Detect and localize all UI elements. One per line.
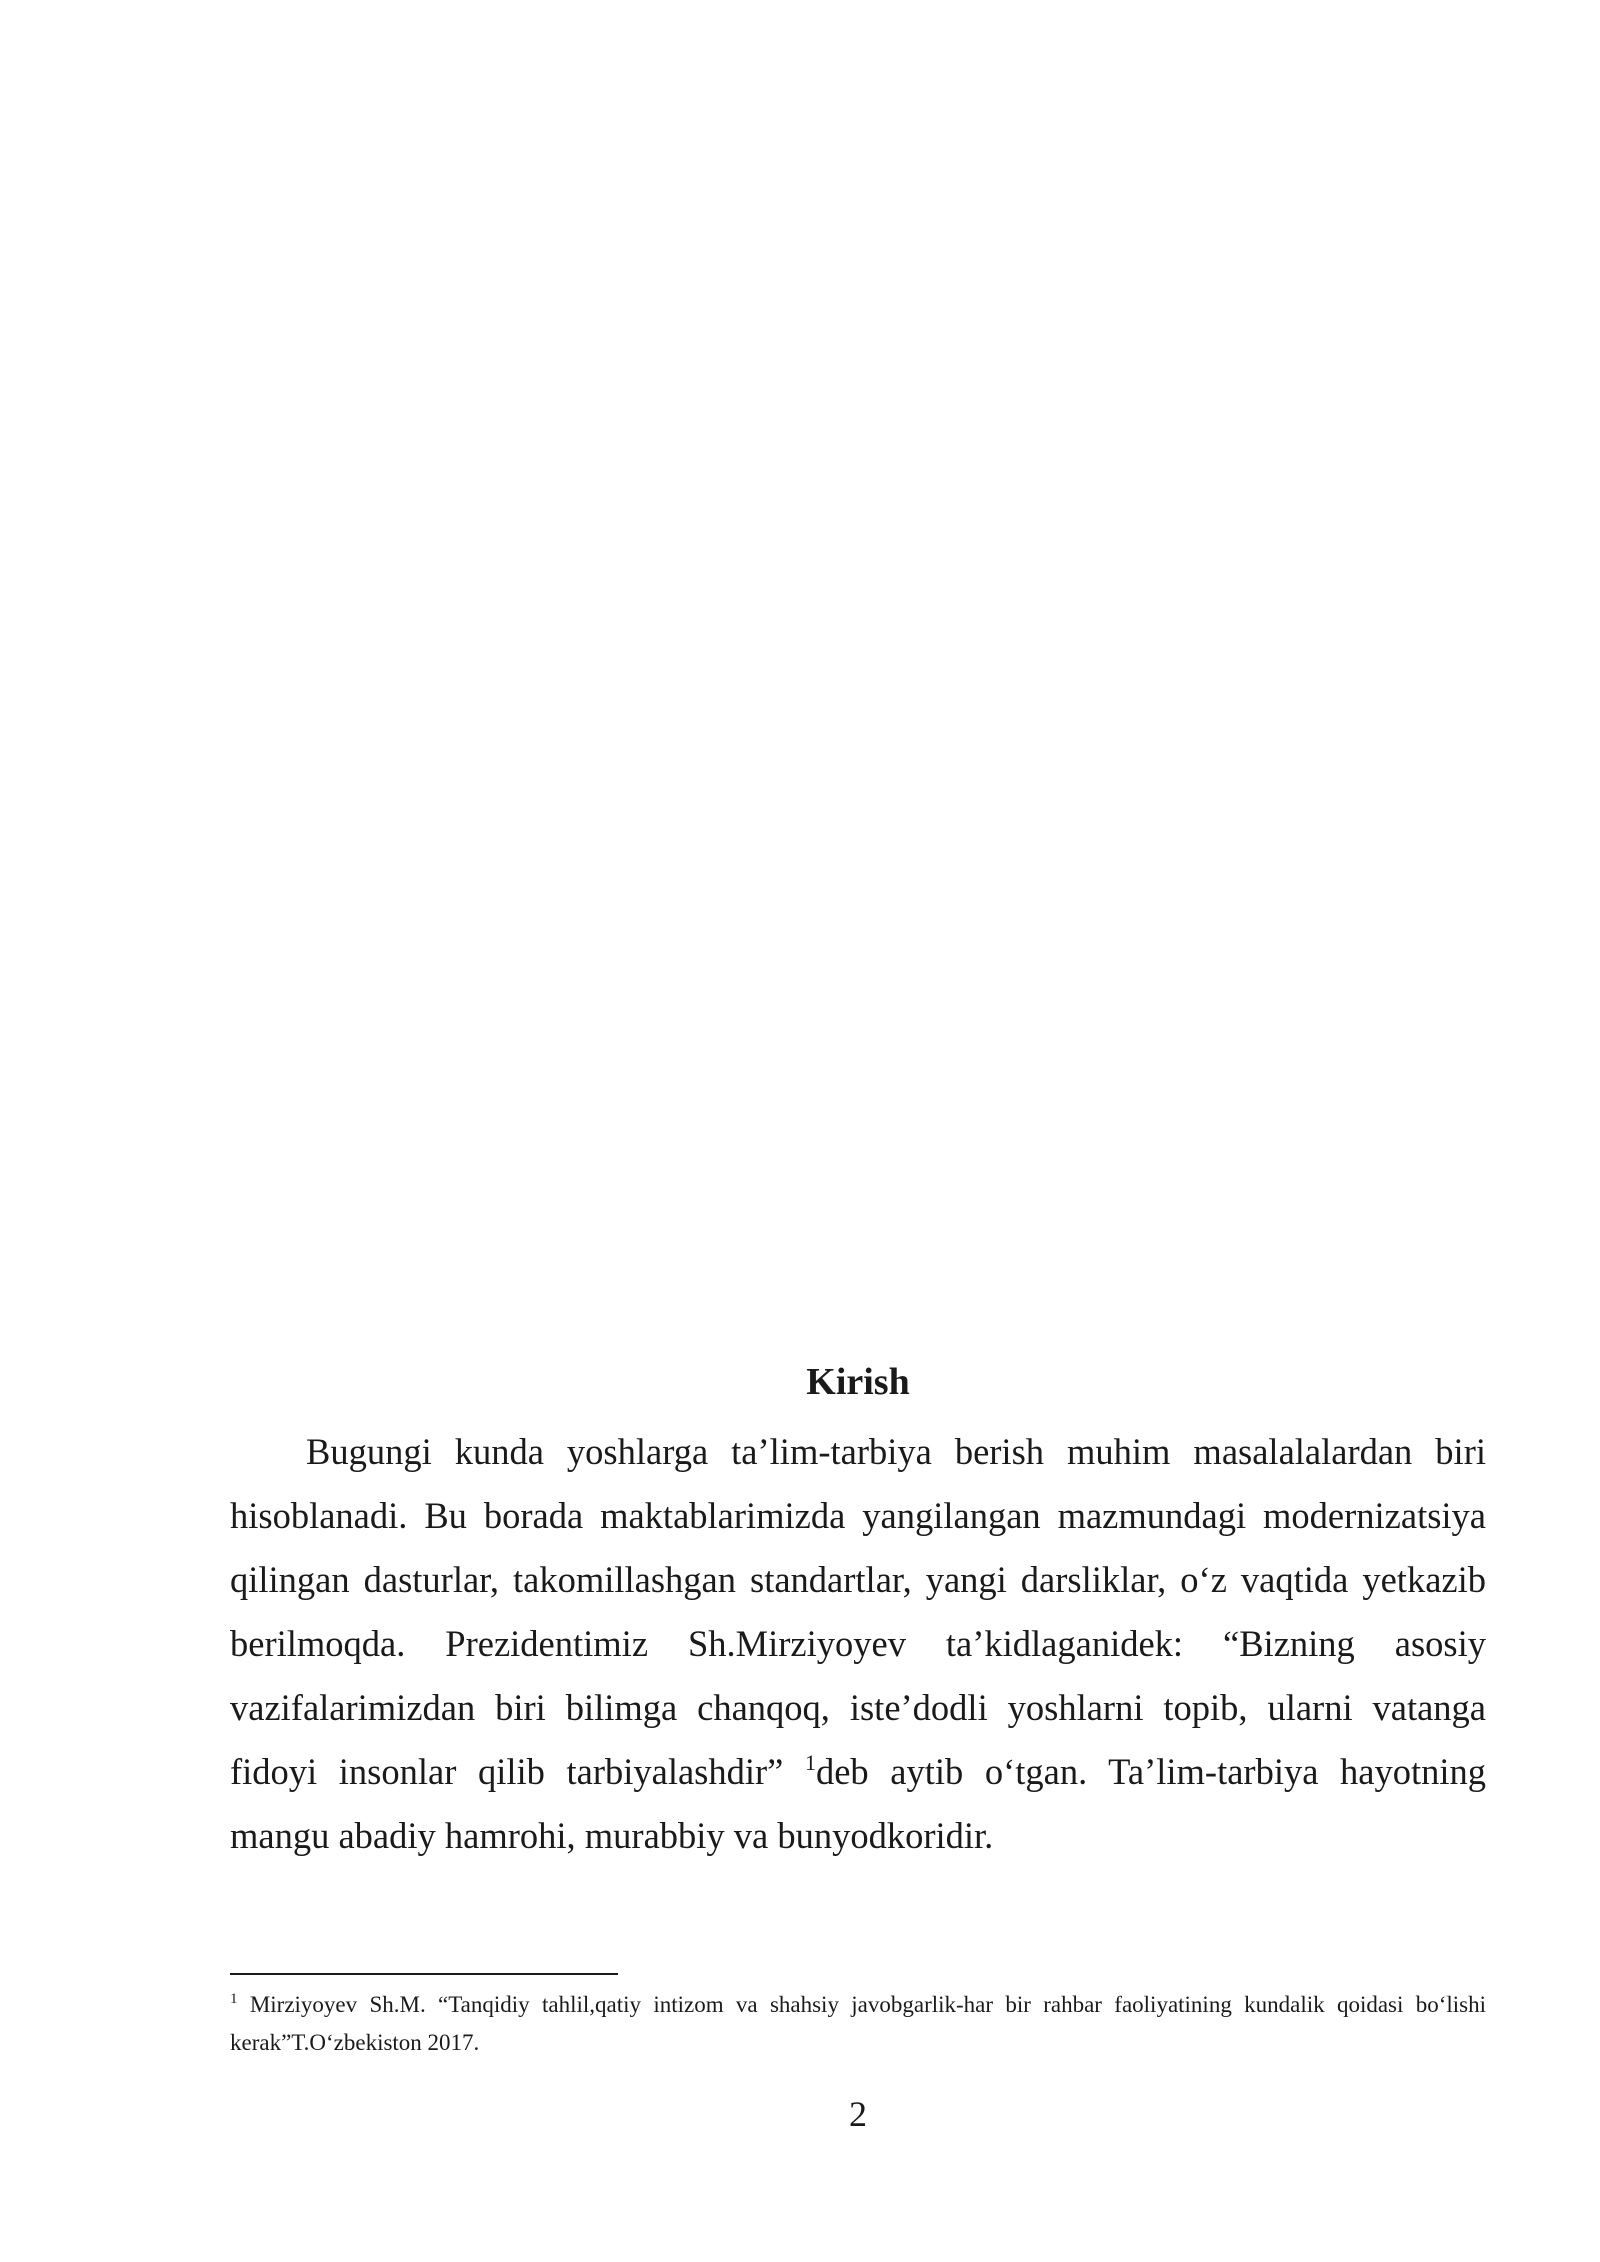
footnote-reference: 1 — [804, 1750, 816, 1775]
footnote-text: Mirziyoyev Sh.M. “Tanqidiy tahlil,qatiy intizom va shahsiy javobgarlik-har bir rahbar faoliyatining kundalik qoidasi bo‘lishi kerak”T.O‘zbekiston 2017. — [230, 1992, 1486, 2055]
section-heading: Kirish — [806, 1361, 910, 1403]
footnote — [230, 1986, 1486, 2062]
footnote-marker: 1 — [230, 1991, 238, 2007]
footnote-separator — [230, 1973, 618, 1975]
body-paragraph — [230, 1420, 1486, 1868]
paragraph-text-before-ref: Bugungi kunda yoshlarga ta’lim-tarbiya berish muhim masalalalardan biri hisoblanadi. Bu borada maktablarimizda yangilangan mazmundagi modernizatsiya qilingan dasturlar, takomillashgan standartlar, yangi darsliklar, o‘z vaqtida yetkazib berilmoqda. Prezidentimiz Sh.Mirziyoyev ta’kidlaganidek: “Bizning asosiy vazifalarimizdan biri bilimga chanqoq, iste’dodli yoshlarni topib, ularni vatanga fidoyi insonlar qilib tarbiyalashdir” — [230, 1431, 1486, 1792]
paragraph-text-after-ref: deb aytib o‘tgan. Ta’lim-tarbiya hayotning mangu abadiy hamrohi, murabbiy va bunyodkoridir. — [230, 1751, 1486, 1856]
page-number: 2 — [849, 2094, 867, 2134]
